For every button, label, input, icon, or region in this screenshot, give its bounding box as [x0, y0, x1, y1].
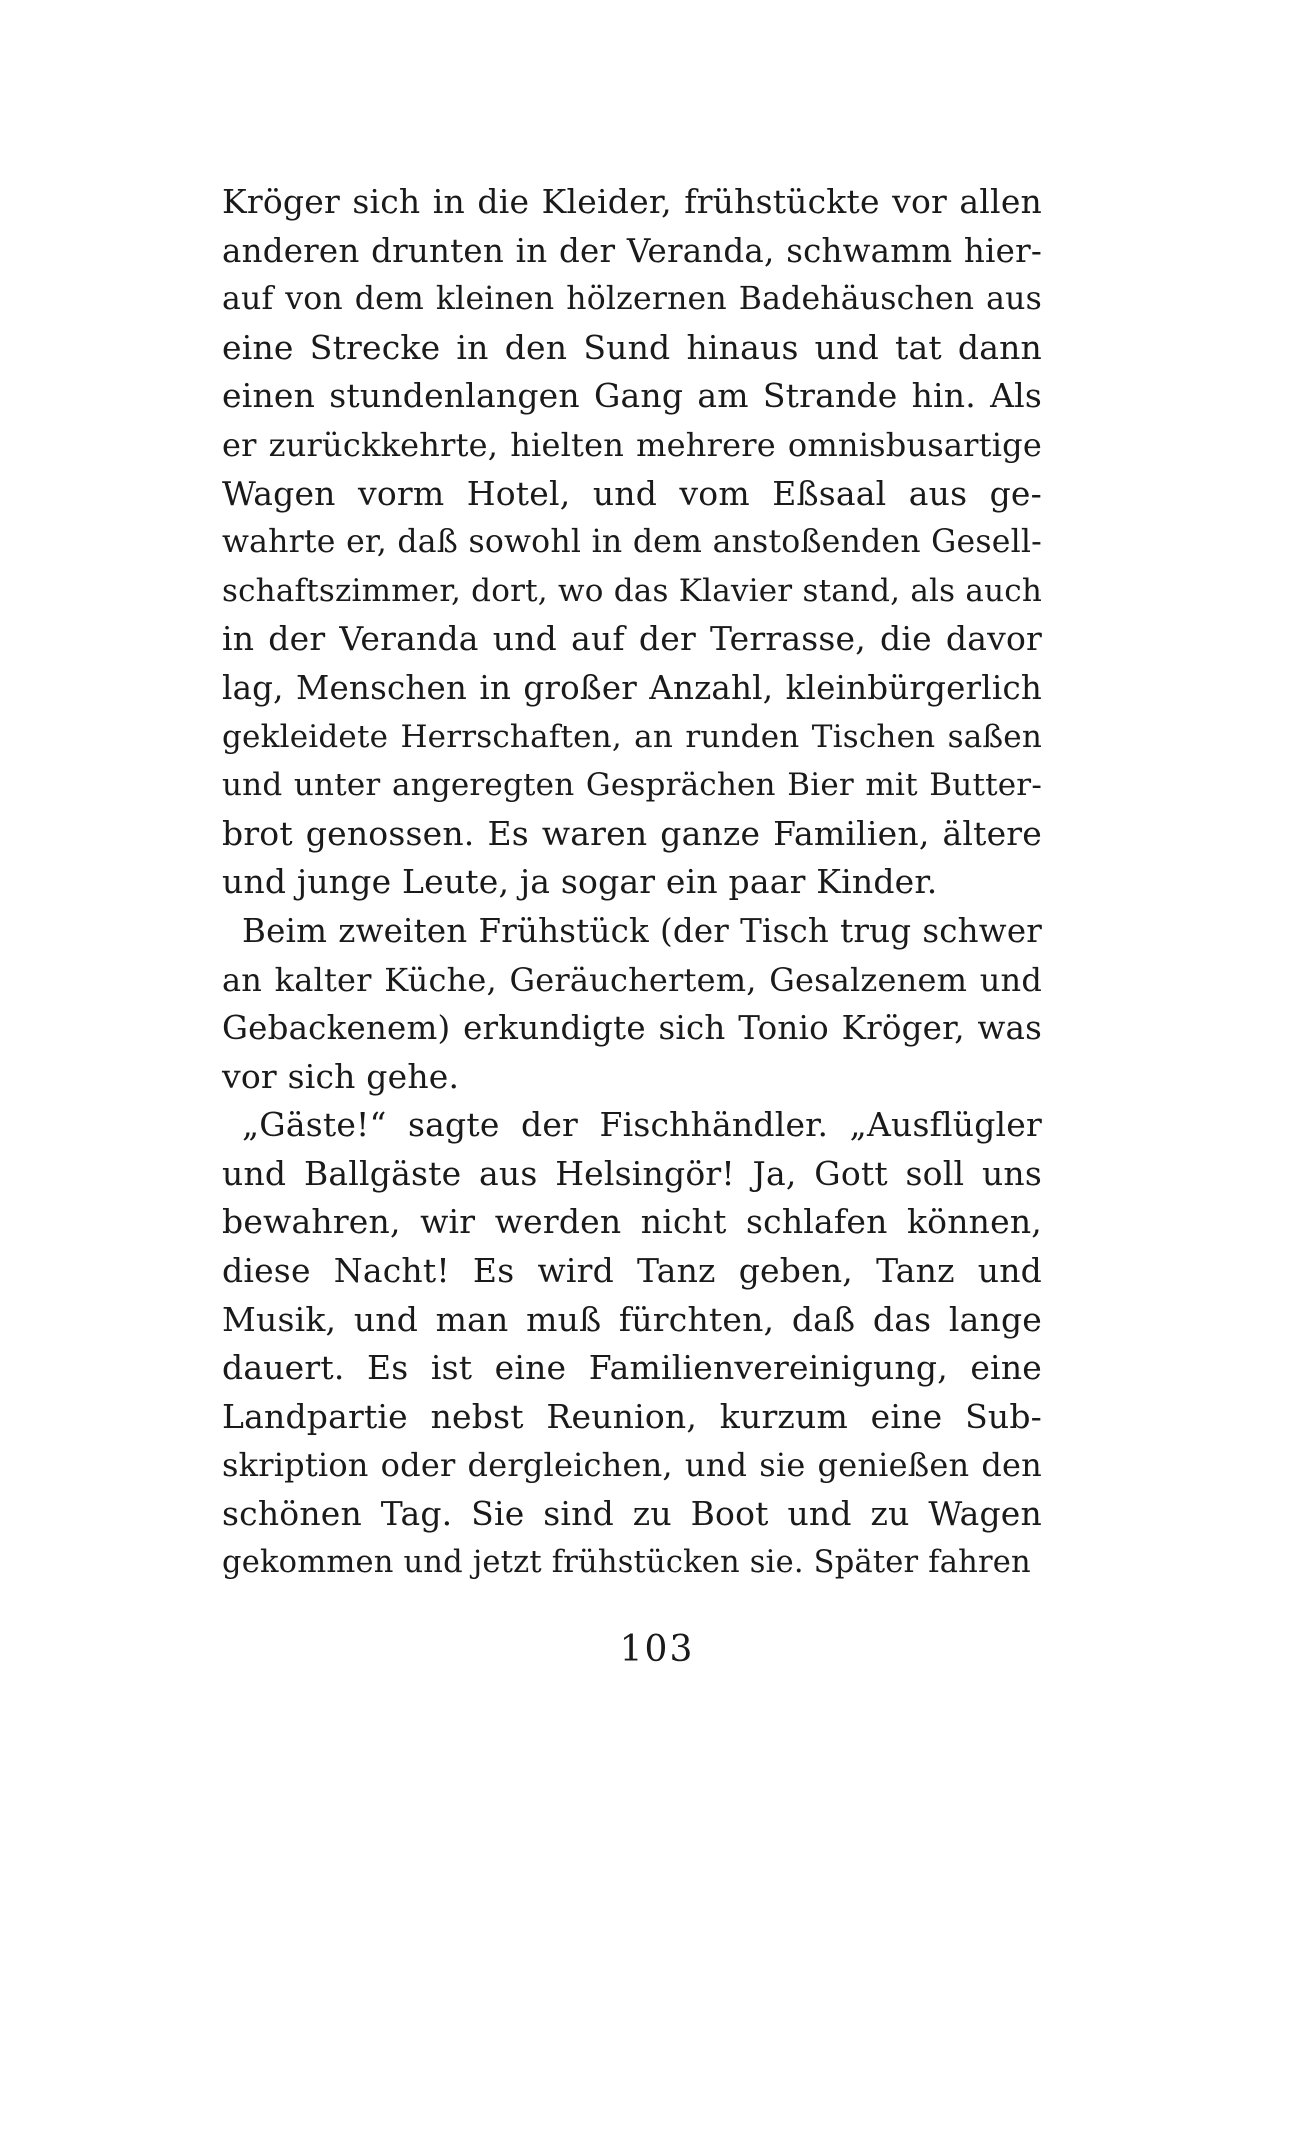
- text-line: Wagen vorm Hotel, und vom Eßsaal aus ge-: [222, 473, 1042, 513]
- text-line: bewahren, wir werden nicht schlafen können,: [222, 1202, 1042, 1242]
- text-line: in der Veranda und auf der Terrasse, die davor: [222, 619, 1042, 659]
- text-line: skription oder dergleichen, und sie genießen den: [222, 1446, 1042, 1485]
- page-number: 103: [619, 1629, 695, 1670]
- paragraph: [222, 1101, 1042, 1587]
- text-line: schaftszimmer, dort, wo das Klavier stand, als auch: [222, 572, 1042, 609]
- text-line: und Ballgäste aus Helsingör! Ja, Gott soll uns: [222, 1153, 1042, 1193]
- text-line: und unter angeregten Gesprächen Bier mit Butter-: [222, 767, 1042, 804]
- text-line: Beim zweiten Frühstück (der Tisch trug schwer: [242, 911, 1042, 950]
- text-line: einen stundenlangen Gang am Strande hin. Als: [222, 376, 1042, 416]
- text-line: Landpartie nebst Reunion, kurzum eine Sub-: [222, 1396, 1042, 1436]
- text-line: dauert. Es ist eine Familienvereinigung, eine: [222, 1348, 1042, 1388]
- body-text: [222, 178, 1042, 1587]
- text-line: an kalter Küche, Geräuchertem, Gesalzenem und: [222, 960, 1042, 999]
- text-line: Gebackenem) erkundigte sich Tonio Kröger, was: [222, 1009, 1042, 1048]
- text-line: er zurückkehrte, hielten mehrere omnisbusartige: [222, 425, 1042, 464]
- text-line: wahrte er, daß sowohl in dem anstoßenden Gesell-: [222, 524, 1042, 561]
- text-line: eine Strecke in den Sund hinaus und tat dann: [222, 327, 1042, 367]
- text-line: auf von dem kleinen hölzernen Badehäuschen aus: [222, 281, 1042, 318]
- text-line: gekleidete Herrschaften, an runden Tischen saßen: [222, 718, 1042, 755]
- text-line: brot genossen. Es waren ganze Familien, ältere: [222, 813, 1042, 853]
- paragraph: [222, 178, 1042, 907]
- text-line: „Gäste!“ sagte der Fischhändler. „Ausflügler: [242, 1105, 1042, 1145]
- text-line: und junge Leute, ja sogar ein paar Kinder.: [222, 862, 938, 902]
- text-line: anderen drunten in der Veranda, schwamm hier-: [222, 231, 1042, 270]
- paragraph: [222, 907, 1042, 1101]
- text-line: schönen Tag. Sie sind zu Boot und zu Wagen: [222, 1494, 1042, 1534]
- text-line: Kröger sich in die Kleider, frühstückte vor allen: [222, 182, 1042, 221]
- text-line: vor sich gehe.: [222, 1056, 460, 1096]
- text-line: lag, Menschen in großer Anzahl, kleinbürgerlich: [222, 668, 1042, 707]
- text-line: gekommen und jetzt frühstücken sie. Später fahren: [222, 1544, 1031, 1580]
- text-line: Musik, und man muß fürchten, daß das lange: [222, 1299, 1042, 1339]
- text-line: diese Nacht! Es wird Tanz geben, Tanz und: [222, 1251, 1042, 1291]
